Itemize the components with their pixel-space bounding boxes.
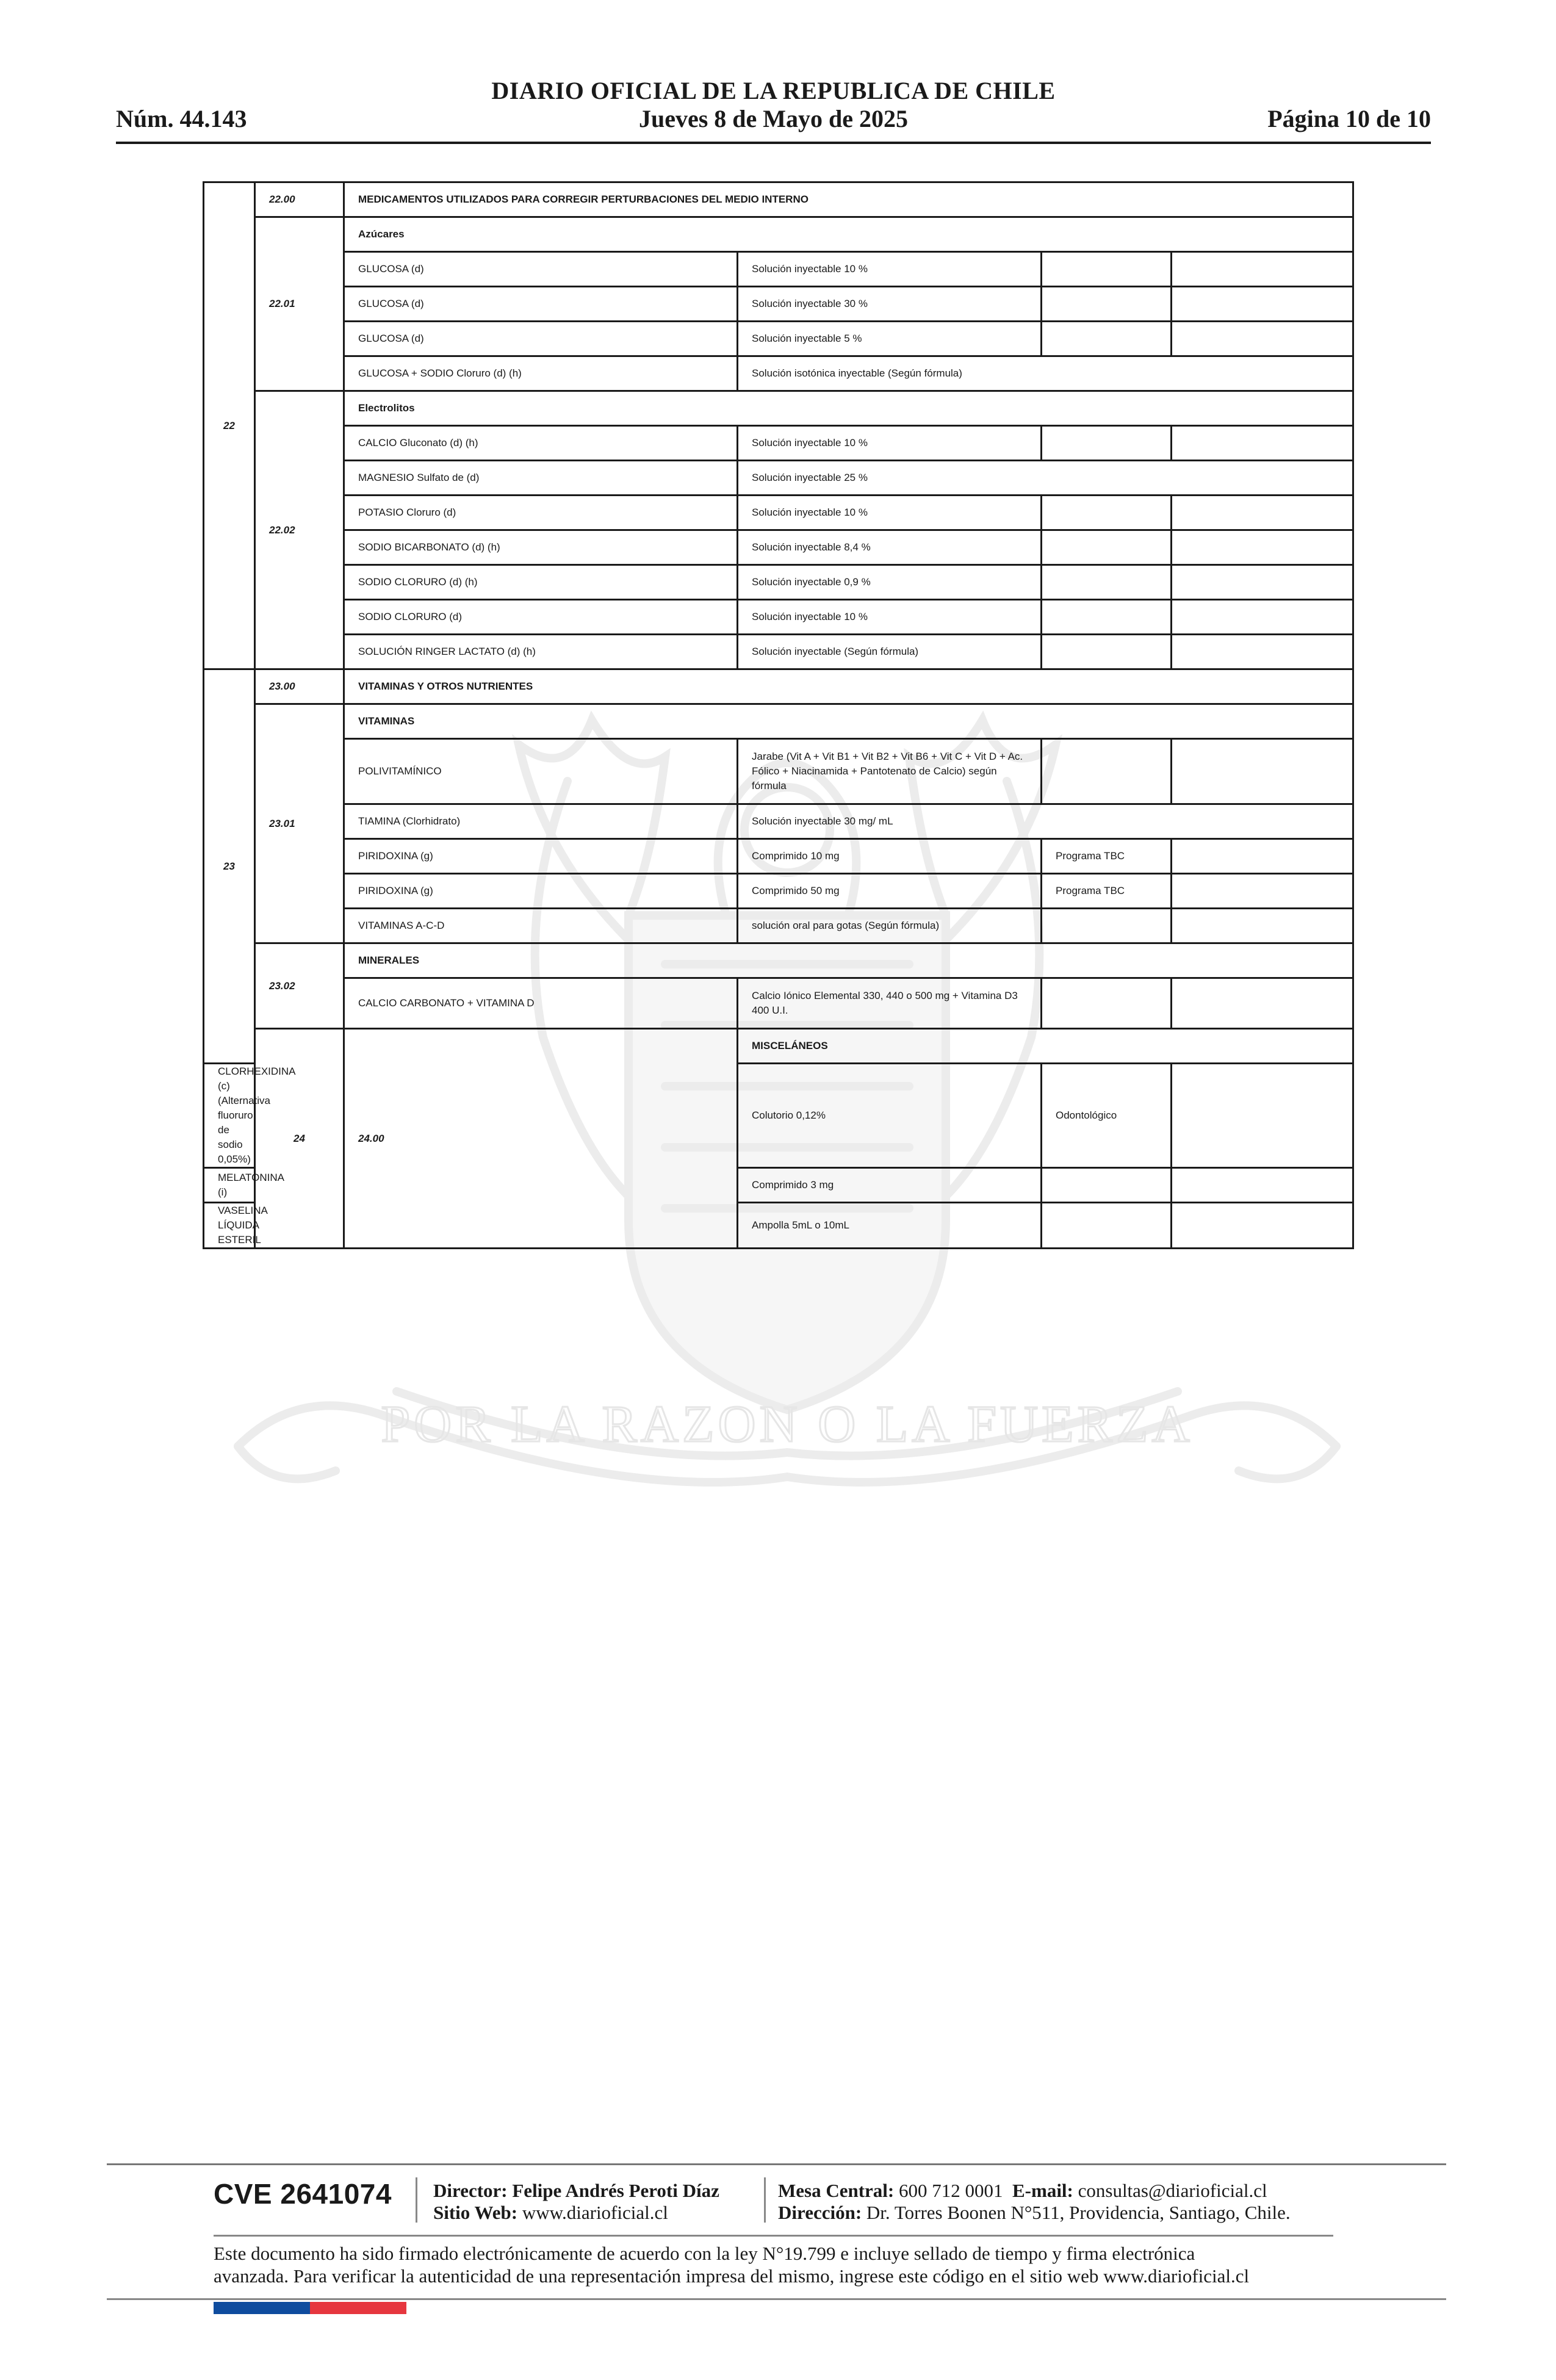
empty-cell (1172, 530, 1353, 565)
drug-form: Ampolla 5mL o 10mL (738, 1203, 1042, 1249)
website-line (433, 2202, 719, 2224)
empty-cell (1172, 600, 1353, 635)
drug-name: SOLUCIÓN RINGER LACTATO (d) (h) (344, 635, 738, 669)
table-row (204, 530, 1353, 565)
drug-form: Solución inyectable 10 % (738, 426, 1042, 461)
drug-form: solución oral para gotas (Según fórmula) (738, 909, 1042, 943)
empty-cell (1172, 839, 1353, 874)
drug-form: Comprimido 10 mg (738, 839, 1042, 874)
drug-name: POTASIO Cloruro (d) (344, 496, 738, 530)
subsection-code: 23.01 (255, 704, 344, 943)
group-code-24: 24 (255, 1029, 344, 1249)
drug-name: POLIVITAMÍNICO (344, 739, 738, 804)
website-label: Sitio Web: (433, 2202, 518, 2223)
subsection-title: Electrolitos (344, 391, 1353, 426)
footer-separator (764, 2177, 766, 2223)
table-row (204, 252, 1353, 287)
flag-red-stripe (310, 2302, 406, 2314)
drug-name: GLUCOSA + SODIO Cloruro (d) (h) (344, 356, 738, 391)
email-link[interactable]: consultas@diarioficial.cl (1078, 2180, 1267, 2201)
director-line (433, 2180, 719, 2202)
flag-color-bar (214, 2302, 406, 2314)
drug-note (1042, 252, 1172, 287)
table-row (204, 391, 1353, 426)
drug-form: Solución inyectable 8,4 % (738, 530, 1042, 565)
drug-name: SODIO CLORURO (d) (344, 600, 738, 635)
subsection-title: VITAMINAS (344, 704, 1353, 739)
website-link[interactable]: www.diarioficial.cl (522, 2202, 668, 2223)
subsection-code: 24.00 (344, 1029, 738, 1249)
drug-name: SODIO BICARBONATO (d) (h) (344, 530, 738, 565)
footer-director-block (433, 2180, 719, 2224)
issue-number: Núm. 44.143 (116, 105, 247, 132)
table-row (204, 356, 1353, 391)
drug-note (1042, 565, 1172, 600)
drug-name: GLUCOSA (d) (344, 322, 738, 356)
footer-divider-top (107, 2163, 1446, 2165)
table-row (204, 978, 1353, 1029)
drug-note (1042, 739, 1172, 804)
drug-name: TIAMINA (Clorhidrato) (344, 804, 738, 839)
empty-cell (1172, 565, 1353, 600)
medications-table (203, 181, 1354, 1249)
section-code: 22.00 (255, 182, 344, 217)
mesa-label: Mesa Central: (778, 2180, 895, 2201)
masthead-title: DIARIO OFICIAL DE LA REPUBLICA DE CHILE (491, 77, 1056, 104)
table-row (204, 287, 1353, 322)
section-title: VITAMINAS Y OTROS NUTRIENTES (344, 669, 1353, 704)
empty-cell (1172, 252, 1353, 287)
page-header (116, 73, 1431, 144)
drug-note (1042, 600, 1172, 635)
drug-note (1042, 1203, 1172, 1249)
table-row (204, 739, 1353, 804)
drug-name: VASELINA LÍQUIDA ESTERIL (204, 1203, 255, 1249)
drug-form: Solución inyectable 10 % (738, 600, 1042, 635)
drug-note (1042, 635, 1172, 669)
group-code-23: 23 (204, 669, 255, 1064)
empty-cell (1172, 874, 1353, 909)
legal-notice-line: Este documento ha sido firmado electrónicamente de acuerdo con la ley N°19.799 e incluye sellado de tiempo y firma electrónica (214, 2243, 1195, 2264)
address-line (778, 2202, 1291, 2224)
table-row (204, 182, 1353, 217)
empty-cell (1172, 426, 1353, 461)
masthead-date: Jueves 8 de Mayo de 2025 (638, 105, 909, 132)
drug-note (1042, 287, 1172, 322)
empty-cell (1172, 322, 1353, 356)
drug-form: Comprimido 50 mg (738, 874, 1042, 909)
drug-name: MELATONINA (i) (204, 1168, 255, 1203)
cve-code: CVE 2641074 (214, 2178, 392, 2210)
empty-cell (1172, 1203, 1353, 1249)
table-row (204, 804, 1353, 839)
group-code-22: 22 (204, 182, 255, 669)
drug-note (1042, 909, 1172, 943)
email-label: E-mail: (1012, 2180, 1073, 2201)
drug-note: Programa TBC (1042, 839, 1172, 874)
drug-form: Jarabe (Vit A + Vit B1 + Vit B2 + Vit B6 + Vit C + Vit D + Ac. Fólico + Niacinamida + Pantotenato de Calcio) según fórmula (738, 739, 1042, 804)
table-row (204, 635, 1353, 669)
drug-note (1042, 978, 1172, 1029)
subsection-code: 22.02 (255, 391, 344, 669)
table-row (204, 322, 1353, 356)
table-row (204, 1029, 1353, 1064)
empty-cell (1172, 287, 1353, 322)
address-label: Dirección: (778, 2202, 862, 2223)
table-row (204, 943, 1353, 978)
masthead (116, 77, 1431, 133)
table-row (204, 426, 1353, 461)
table-row (204, 461, 1353, 496)
footer-divider-middle (214, 2235, 1333, 2237)
table-row (204, 565, 1353, 600)
drug-note: Odontológico (1042, 1064, 1172, 1168)
empty-cell (1172, 1168, 1353, 1203)
empty-cell (1172, 978, 1353, 1029)
drug-name: PIRIDOXINA (g) (344, 839, 738, 874)
empty-cell (1172, 496, 1353, 530)
subsection-title: MINERALES (344, 943, 1353, 978)
footer-divider-bottom (107, 2298, 1446, 2300)
drug-form: Comprimido 3 mg (738, 1168, 1042, 1203)
drug-note (1042, 1168, 1172, 1203)
drug-name: GLUCOSA (d) (344, 252, 738, 287)
drug-name: CALCIO Gluconato (d) (h) (344, 426, 738, 461)
mesa-phone: 600 712 0001 (899, 2180, 1003, 2201)
address-text: Dr. Torres Boonen N°511, Providencia, Santiago, Chile. (866, 2202, 1291, 2223)
drug-form: Solución isotónica inyectable (Según fórmula) (738, 356, 1353, 391)
footer-contact-block (778, 2180, 1291, 2224)
drug-note (1042, 426, 1172, 461)
drug-note (1042, 530, 1172, 565)
drug-name: PIRIDOXINA (g) (344, 874, 738, 909)
subsection-code: 23.02 (255, 943, 344, 1029)
drug-form: Solución inyectable 30 % (738, 287, 1042, 322)
table-row (204, 909, 1353, 943)
drug-note (1042, 322, 1172, 356)
table-row (204, 669, 1353, 704)
footer-separator (416, 2177, 417, 2223)
drug-name: CLORHEXIDINA (c) (Alternativa fluoruro de sodio 0,05%) (204, 1064, 255, 1168)
section-code: 23.00 (255, 669, 344, 704)
subsection-code: 22.01 (255, 217, 344, 391)
watermark-motto: POR LA RAZON O LA FUERZA (381, 1394, 1194, 1453)
drug-name: GLUCOSA (d) (344, 287, 738, 322)
drug-form: Solución inyectable 30 mg/ mL (738, 804, 1353, 839)
legal-notice (214, 2242, 1342, 2287)
drug-form: Solución inyectable 10 % (738, 252, 1042, 287)
director-label: Director: (433, 2180, 508, 2201)
drug-name: CALCIO CARBONATO + VITAMINA D (344, 978, 738, 1029)
table-row (204, 839, 1353, 874)
table-row (204, 217, 1353, 252)
drug-note: Programa TBC (1042, 874, 1172, 909)
drug-name: SODIO CLORURO (d) (h) (344, 565, 738, 600)
legal-notice-line: avanzada. Para verificar la autenticidad de una representación impresa del mismo, ingrese este código en el sitio web www.diarioficial.cl (214, 2265, 1250, 2287)
contact-line (778, 2180, 1291, 2202)
drug-form: Solución inyectable 0,9 % (738, 565, 1042, 600)
drug-form: Calcio Iónico Elemental 330, 440 o 500 mg + Vitamina D3 400 U.I. (738, 978, 1042, 1029)
table-row (204, 704, 1353, 739)
table-row (204, 600, 1353, 635)
drug-form: Colutorio 0,12% (738, 1064, 1042, 1168)
drug-note (1042, 496, 1172, 530)
table-row (204, 496, 1353, 530)
drug-form: Solución inyectable 10 % (738, 496, 1042, 530)
empty-cell (1172, 635, 1353, 669)
flag-blue-stripe (214, 2302, 310, 2314)
director-name: Felipe Andrés Peroti Díaz (512, 2180, 719, 2201)
subsection-title: Azúcares (344, 217, 1353, 252)
empty-cell (1172, 1064, 1353, 1168)
drug-name: VITAMINAS A-C-D (344, 909, 738, 943)
drug-form: Solución inyectable 5 % (738, 322, 1042, 356)
drug-name: MAGNESIO Sulfato de (d) (344, 461, 738, 496)
empty-cell (1172, 909, 1353, 943)
drug-form: Solución inyectable (Según fórmula) (738, 635, 1042, 669)
table-row (204, 874, 1353, 909)
empty-cell (1172, 739, 1353, 804)
subsection-title: MISCELÁNEOS (738, 1029, 1353, 1064)
page-number: Página 10 de 10 (1267, 105, 1431, 132)
drug-form: Solución inyectable 25 % (738, 461, 1353, 496)
section-title: MEDICAMENTOS UTILIZADOS PARA CORREGIR PERTURBACIONES DEL MEDIO INTERNO (344, 182, 1353, 217)
